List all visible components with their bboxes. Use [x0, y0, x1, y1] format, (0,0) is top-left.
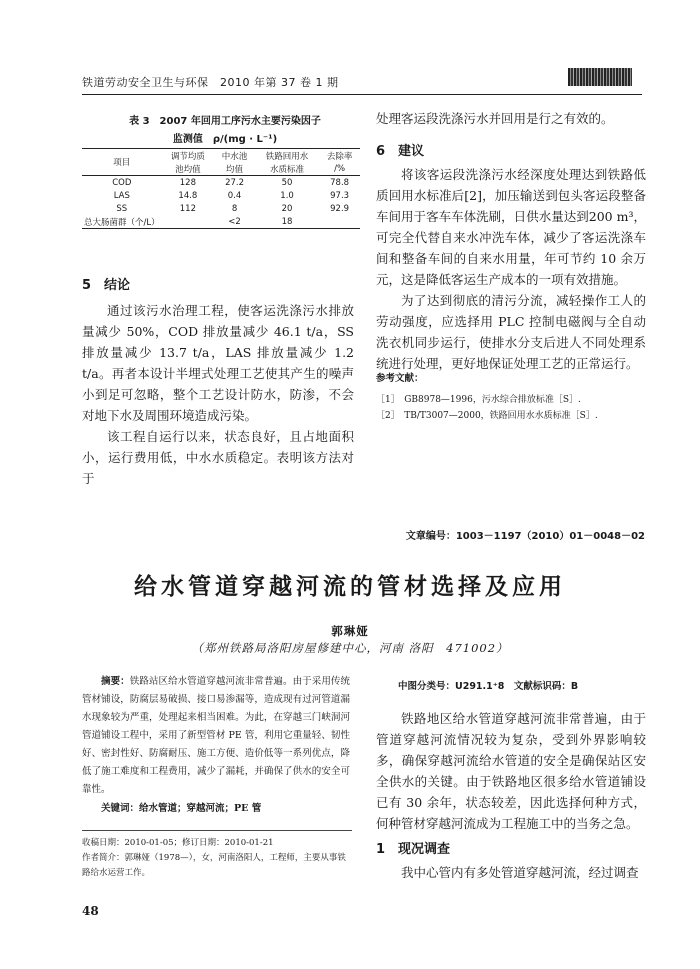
classification-line: 中图分类号：U291.1⁺8 文献标识码：B — [398, 681, 579, 692]
author-affiliation: （郑州铁路局洛阳房屋修建中心，河南 洛阳 471002） — [191, 641, 509, 655]
col-header-3b: 水质标准 — [270, 164, 305, 175]
table-row — [82, 215, 360, 229]
col-header-4b: /% — [334, 163, 346, 174]
table-cell: 50 — [281, 177, 293, 188]
table-cell — [162, 215, 215, 229]
keywords-block — [82, 800, 350, 818]
table-cell: 1.0 — [280, 190, 294, 201]
table-cell: SS — [116, 203, 128, 214]
col-header-1b: 池均值 — [175, 164, 201, 175]
keywords-label: 关键词： — [101, 803, 140, 814]
reference-item: ［1］ GB8978—1996，污水综合排放标准［S］. — [376, 395, 581, 405]
keywords-text: 给水管道；穿越河流；PE 管 — [139, 803, 262, 814]
author-bio: 作者简介：郭琳娅（1978—），女，河南洛阳人，工程师，主要从事铁路给水运营工作。 — [82, 853, 346, 878]
running-header: 铁道劳动安全卫生与环保 2010 年第 37 卷 1 期 — [82, 76, 339, 89]
article-number: 文章编号：1003－1197（2010）01－0048－02 — [405, 531, 645, 542]
article-title: 给水管道穿越河流的管材选择及应用 — [134, 574, 566, 600]
table-cell: 97.3 — [330, 190, 350, 201]
table-cell: 0.4 — [227, 190, 242, 201]
col-header-1: 调节均质 — [170, 151, 205, 162]
table-cell: LAS — [113, 190, 130, 201]
abstract-text: 铁路站区给水管道穿越河流非常普遍。由于采用传统管材铺设，防腐层易破损、接口易渗漏等，造成现有过河管道漏水现象较为严重，处理起来相当困难。为此，在穿越三门峡洞河管道铺设工程中，采用了新型管材 PE 管，利用它重量轻、韧性好、密封性好、防腐耐压、施工方便、造价低等一系列优点，降低了施工难度和工程费用，减少了漏耗，并确保了供水的安全可靠性。 — [82, 676, 350, 795]
survey-paragraph: 我中心管内有多处管道穿越河流，经过调查 — [401, 865, 639, 880]
table-cell — [319, 215, 360, 229]
table-cell: 92.9 — [330, 203, 350, 214]
col-header-2: 中水池 — [221, 151, 248, 162]
conclusion-paragraph-2: 该工程自运行以来，状态良好，且占地面积小，运行费用低，中水水质稳定。表明该方法对于 — [82, 429, 354, 486]
col-header-2b: 均值 — [226, 164, 244, 175]
abstract-label: 摘要： — [101, 676, 130, 687]
table-cell: 20 — [281, 203, 293, 214]
footnote-rule — [82, 830, 352, 831]
section-heading-conclusion: 5 结论 — [82, 278, 131, 293]
reference-item: ［2］ TB/T3007—2000，铁路回用水水质标准［S］. — [376, 411, 598, 421]
table-cell: 18 — [281, 216, 293, 227]
col-header-item: 项目 — [82, 149, 162, 176]
table-row — [82, 202, 360, 215]
table-cell: 78.8 — [330, 177, 350, 188]
barcode-stamp — [568, 68, 632, 86]
col-header-4: 去除率 — [326, 151, 353, 162]
table-cell: 112 — [179, 203, 196, 214]
table-row — [82, 189, 360, 202]
table-cell: COD — [112, 177, 132, 188]
col-header-3: 铁路回用水 — [265, 151, 309, 162]
table-caption-unit: 监测值 ρ/(mg · L⁻¹) — [172, 134, 278, 145]
table-cell: 8 — [231, 203, 238, 214]
suggestion-paragraph: 将该客运段洗涤污水经深度处理达到铁路低质回用水标准后[2]，加压输送到包头客运段整备车间用于客车车体洗刷，日供水量达到200 m³，可完全代替自来水冲洗车体，减少了客运洗涤车间和整备车间的自来水用量，年可节约 10 余万元，这是降低客运生产成本的一项有效措施。 — [376, 167, 646, 287]
table-header-row — [82, 149, 360, 163]
table-cell: 14.8 — [178, 190, 198, 201]
table-cell: <2 — [228, 216, 241, 227]
table-cell: 27.2 — [225, 177, 244, 188]
data-table — [82, 148, 360, 229]
suggestion-paragraph-2: 为了达到彻底的清污分流，减轻操作工人的劳动强度，应选择用 PLC 控制电磁阀与全自动洗衣机同步运行，使排水分支后进人不同处理系统进行处理，更好地保证处理工艺的正常运行。 — [376, 293, 646, 371]
section-heading-survey: 1 现况调查 — [376, 842, 451, 857]
section-heading-suggestion: 6 建议 — [376, 144, 425, 159]
conclusion-paragraph: 通过该污水治理工程，使客运洗涤污水排放量减少 50%，COD 排放量减少 46.1 t/a，SS 排放量减少 13.7 t/a，LAS 排放量减少 1.2 t/a。再者本设计半埋式处理工艺使其产生的噪声小到足可忽略，整个工艺设计防水，防渗，不会对地下水及周围环境造成污染。 — [82, 303, 354, 423]
abstract-block — [82, 673, 350, 799]
header-rule — [82, 94, 642, 95]
continued-text: 处理客运段洗涤污水并回用是行之有效的。 — [376, 111, 614, 126]
author-name: 郭琳娅 — [331, 624, 369, 638]
page-number: 48 — [82, 904, 99, 918]
references-title: 参考文献： — [376, 373, 424, 384]
table-row — [82, 176, 360, 190]
table-caption: 表 3 2007 年回用工序污水主要污染因子 — [129, 116, 321, 127]
intro-paragraph: 铁路地区给水管道穿越河流非常普遍，由于管道穿越河流情况较为复杂，受到外界影响较多，确保穿越河流给水管道的安全是确保站区安全供水的关键。由于铁路地区很多给水管道铺设已有 30 余年，状态较差，因此选择何种方式，何种管材穿越河流成为工程施工中的当务之急。 — [376, 711, 646, 831]
table-cell: 总大肠菌群（个/L） — [84, 217, 160, 228]
table-cell: 128 — [179, 177, 196, 188]
received-date: 收稿日期：2010-01-05；修订日期：2010-01-21 — [82, 838, 274, 848]
